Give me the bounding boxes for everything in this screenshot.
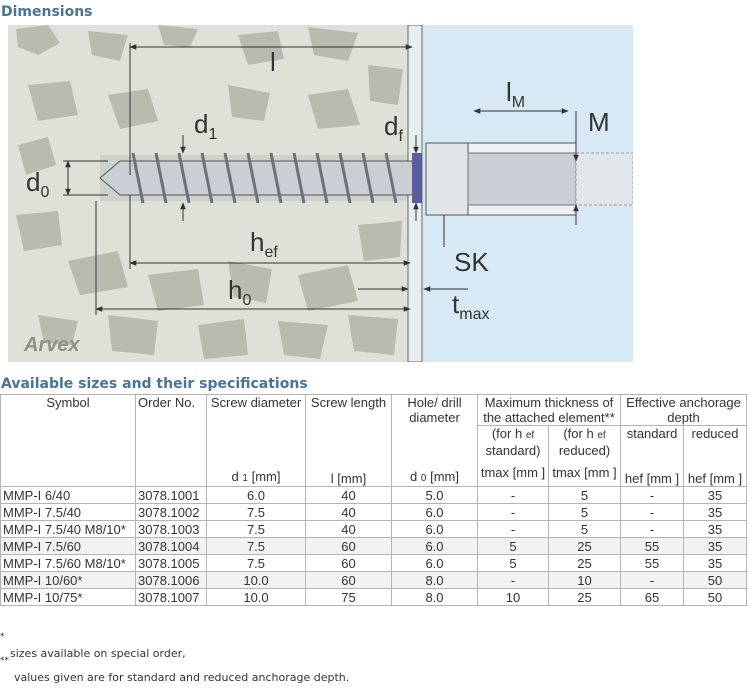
washer (412, 153, 422, 203)
cell-order: 3078.1001 (136, 487, 207, 504)
cell-symbol: MMP-I 10/60* (1, 572, 136, 589)
table-row (1, 555, 747, 572)
cell-d1: 7.5 (207, 521, 306, 538)
cell-tmax-std: 10 (478, 589, 549, 606)
cell-d1: 7.5 (207, 538, 306, 555)
unit-hef-standard: hef [mm ] (624, 471, 680, 486)
cell-d1: 7.5 (207, 555, 306, 572)
cell-order: 3078.1004 (136, 538, 207, 555)
cell-l: 60 (306, 555, 392, 572)
unit-hef-reduced: hef [mm ] (687, 471, 743, 486)
unit-d1: d 1 [mm] (207, 465, 306, 486)
head-hole-diameter: Hole/ drill diameter (392, 395, 478, 466)
cell-hef-std: 55 (621, 555, 684, 572)
cell-d0: 8.0 (392, 572, 478, 589)
specs-heading: Available sizes and their specifications (1, 376, 308, 392)
head-screw-length: Screw length (306, 395, 392, 466)
anchor-dimension-drawing (8, 25, 633, 362)
cell-d0: 8.0 (392, 589, 478, 606)
cell-hef-red: 35 (684, 538, 747, 555)
label-tmax: $t_{max}$ (452, 289, 490, 323)
cell-order: 3078.1002 (136, 504, 207, 521)
head-for-hef-reduced: (for h ef reduced) (549, 426, 621, 466)
table-row (1, 521, 747, 538)
cell-tmax-red: 10 (549, 572, 621, 589)
head-anchorage-depth: Effective anchorage depth (621, 395, 747, 426)
cell-hef-red: 50 (684, 572, 747, 589)
head-order: Order No. (136, 395, 207, 487)
cell-tmax-std: - (478, 504, 549, 521)
footnote-mark-2: ** (0, 656, 9, 666)
label-M: M (588, 107, 610, 137)
cell-tmax-std: 5 (478, 538, 549, 555)
cell-tmax-std: - (478, 572, 549, 589)
cell-order: 3078.1005 (136, 555, 207, 572)
thread-bore (468, 153, 576, 205)
unit-tmax-reduced: tmax [mm ] (549, 465, 621, 486)
cell-hef-red: 35 (684, 521, 747, 538)
head-standard (621, 426, 684, 487)
table-row (1, 504, 747, 521)
cell-l: 40 (306, 504, 392, 521)
cell-symbol: MMP-I 7.5/40 M8/10* (1, 521, 136, 538)
cell-tmax-std: - (478, 521, 549, 538)
cell-hef-red: 35 (684, 487, 747, 504)
cell-symbol: MMP-I 7.5/60 (1, 538, 136, 555)
cell-tmax-std: 5 (478, 555, 549, 572)
footnote-1: sizes available on special order, (10, 647, 186, 660)
cell-hef-std: 55 (621, 538, 684, 555)
head-symbol: Symbol (1, 395, 136, 487)
cell-hef-red: 35 (684, 504, 747, 521)
cell-tmax-std: - (478, 487, 549, 504)
label-l: l (270, 47, 276, 77)
cell-d1: 10.0 (207, 589, 306, 606)
table-row (1, 487, 747, 504)
cell-hef-red: 50 (684, 589, 747, 606)
cell-l: 40 (306, 521, 392, 538)
cell-d0: 6.0 (392, 555, 478, 572)
cell-d1: 7.5 (207, 504, 306, 521)
cell-l: 75 (306, 589, 392, 606)
unit-l: l [mm] (306, 465, 392, 486)
table-row (1, 572, 747, 589)
cell-d0: 6.0 (392, 504, 478, 521)
cell-tmax-red: 5 (549, 487, 621, 504)
cell-l: 40 (306, 487, 392, 504)
cell-d0: 6.0 (392, 538, 478, 555)
label-SK: SK (454, 247, 489, 277)
unit-d0: d 0 [mm] (392, 465, 478, 486)
cell-hef-std: - (621, 572, 684, 589)
spec-table (0, 394, 747, 606)
cell-tmax-red: 25 (549, 589, 621, 606)
cell-tmax-red: 5 (549, 521, 621, 538)
cell-d0: 6.0 (392, 521, 478, 538)
cell-l: 60 (306, 538, 392, 555)
cell-hef-std: - (621, 487, 684, 504)
head-reduced (684, 426, 747, 487)
cell-l: 60 (306, 572, 392, 589)
head-screw-diameter: Screw diameter (207, 395, 306, 466)
cell-d1: 6.0 (207, 487, 306, 504)
arvex-logo: Arvex (24, 334, 80, 356)
head-standard-label: standard (626, 426, 678, 441)
threaded-rod-m (576, 153, 633, 205)
label-hef: $h_{ef}$ (250, 227, 278, 261)
cell-order: 3078.1003 (136, 521, 207, 538)
cell-hef-std: 65 (621, 589, 684, 606)
cell-tmax-red: 5 (549, 504, 621, 521)
cell-order: 3078.1007 (136, 589, 207, 606)
cell-tmax-red: 25 (549, 555, 621, 572)
cell-hef-std: - (621, 521, 684, 538)
label-h0: $h_0$ (228, 275, 252, 309)
cell-symbol: MMP-I 10/75* (1, 589, 136, 606)
cell-d0: 5.0 (392, 487, 478, 504)
label-d0: $d_0$ (26, 167, 50, 201)
head-for-hef-standard: (for h ef standard) (478, 426, 549, 466)
cell-symbol: MMP-I 7.5/60 M8/10* (1, 555, 136, 572)
cell-symbol: MMP-I 6/40 (1, 487, 136, 504)
unit-tmax-standard: tmax [mm ] (478, 465, 549, 486)
table-row (1, 589, 747, 606)
header-row-1 (1, 395, 747, 426)
cell-order: 3078.1006 (136, 572, 207, 589)
cell-symbol: MMP-I 7.5/40 (1, 504, 136, 521)
label-d1: $d_1$ (194, 109, 218, 143)
dimensions-heading: Dimensions (1, 4, 93, 20)
label-lM: $l_M$ (506, 77, 526, 111)
cell-hef-red: 35 (684, 555, 747, 572)
cell-hef-std: - (621, 504, 684, 521)
label-df: $d_f$ (384, 111, 403, 145)
footnote-mark-1: * (0, 632, 5, 642)
head-reduced-label: reduced (691, 426, 739, 441)
table-row (1, 538, 747, 555)
footnote-2: values given are for standard and reduced anchorage depth. (14, 671, 350, 684)
hex-head (426, 143, 468, 215)
cell-tmax-red: 25 (549, 538, 621, 555)
head-max-thickness: Maximum thickness of the attached element** (478, 395, 621, 426)
cell-d1: 10.0 (207, 572, 306, 589)
